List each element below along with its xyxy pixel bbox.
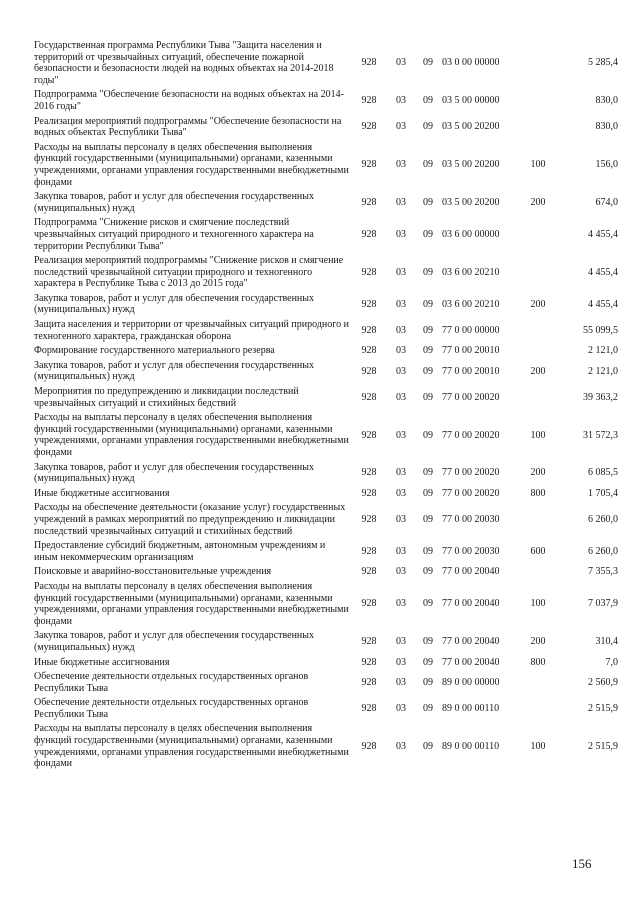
row-section-code: 03 <box>396 266 406 278</box>
table-row <box>34 581 618 630</box>
row-target-article: 03 5 00 00000 <box>442 95 500 107</box>
row-expense-type <box>522 566 554 581</box>
row-target-article: 03 6 00 00000 <box>442 228 500 240</box>
row-name: Государственная программа Республики Тыва "Защита населения и территорий от чрезвычайных ситуаций, обеспечение пожарной безопасности и безопасности людей на водных объектах на 2014-2018 годы" <box>34 40 334 86</box>
row-admin-code: 928 <box>361 566 377 578</box>
row-admin-code: 928 <box>361 324 377 336</box>
row-expense-type <box>522 502 554 540</box>
row-section-code: 03 <box>396 121 406 133</box>
table-row <box>34 191 618 217</box>
row-name: Обеспечение деятельности отдельных государственных органов Республики Тыва <box>34 671 309 694</box>
row-name: Подпрограмма "Снижение рисков и смягчение последствий чрезвычайных ситуаций природного и техногенного характера на территории Республики Тыва" <box>34 217 314 252</box>
row-expense-type <box>522 40 554 89</box>
row-admin-code: 928 <box>361 391 377 403</box>
row-admin-code: 928 <box>361 95 377 107</box>
row-subsection-code: 09 <box>423 545 433 557</box>
row-name: Расходы на выплаты персоналу в целях обеспечения выполнения функций государственными (муниципальными) органами, казенными учреждениями, органами управления государственными внебюджетными фондами <box>34 141 349 188</box>
table-row <box>34 345 618 360</box>
row-section-code: 03 <box>396 228 406 240</box>
row-amount: 1 705,4 <box>588 487 618 499</box>
row-amount: 7,0 <box>605 656 618 668</box>
table-row <box>34 502 618 540</box>
table-row <box>34 89 618 115</box>
row-amount: 6 260,0 <box>588 513 618 525</box>
row-name: Закупка товаров, работ и услуг для обеспечения государственных (муниципальных) нужд <box>34 461 315 485</box>
row-subsection-code: 09 <box>423 598 433 610</box>
table-row <box>34 630 618 656</box>
row-target-article: 77 0 00 20010 <box>442 365 500 377</box>
row-subsection-code: 09 <box>423 159 433 171</box>
row-target-article: 77 0 00 20020 <box>442 429 500 441</box>
row-amount: 5 285,4 <box>588 57 618 69</box>
row-admin-code: 928 <box>361 676 377 688</box>
table-row <box>34 319 618 345</box>
row-amount: 2 560,9 <box>588 676 618 688</box>
table-row <box>34 488 618 503</box>
row-admin-code: 928 <box>361 513 377 525</box>
row-amount: 4 455,4 <box>588 228 618 240</box>
row-amount: 4 455,4 <box>588 298 618 310</box>
row-section-code: 03 <box>396 391 406 403</box>
row-expense-type: 800 <box>530 656 546 668</box>
row-name: Закупка товаров, работ и услуг для обеспечения государственных (муниципальных) нужд <box>34 191 315 214</box>
row-expense-type <box>522 386 554 412</box>
row-admin-code: 928 <box>361 196 377 208</box>
row-admin-code: 928 <box>361 345 377 357</box>
row-subsection-code: 09 <box>423 95 433 107</box>
row-expense-type: 200 <box>530 365 546 377</box>
row-target-article: 03 5 00 20200 <box>442 159 500 171</box>
row-target-article: 77 0 00 20040 <box>442 598 500 610</box>
table-row <box>34 386 618 412</box>
row-amount: 830,0 <box>595 121 618 133</box>
row-amount: 4 455,4 <box>588 266 618 278</box>
row-subsection-code: 09 <box>423 365 433 377</box>
row-subsection-code: 09 <box>423 266 433 278</box>
row-amount: 7 037,9 <box>588 598 618 610</box>
row-name: Закупка товаров, работ и услуг для обеспечения государственных (муниципальных) нужд <box>34 359 315 383</box>
table-row <box>34 540 618 566</box>
table-row <box>34 293 618 319</box>
row-admin-code: 928 <box>361 266 377 278</box>
row-expense-type <box>522 116 554 142</box>
row-section-code: 03 <box>396 196 406 208</box>
row-expense-type <box>522 217 554 255</box>
row-section-code: 03 <box>396 365 406 377</box>
row-target-article: 89 0 00 00110 <box>442 703 500 715</box>
row-subsection-code: 09 <box>423 513 433 525</box>
row-amount: 39 363,2 <box>583 391 618 403</box>
row-admin-code: 928 <box>361 656 377 668</box>
row-subsection-code: 09 <box>423 298 433 310</box>
row-section-code: 03 <box>396 487 406 499</box>
table-row <box>34 462 618 488</box>
row-subsection-code: 09 <box>423 636 433 648</box>
row-section-code: 03 <box>396 676 406 688</box>
row-section-code: 03 <box>396 298 406 310</box>
row-section-code: 03 <box>396 57 406 69</box>
row-amount: 2 515,9 <box>588 703 618 715</box>
row-admin-code: 928 <box>361 636 377 648</box>
row-section-code: 03 <box>396 345 406 357</box>
row-subsection-code: 09 <box>423 121 433 133</box>
row-admin-code: 928 <box>361 121 377 133</box>
row-section-code: 03 <box>396 545 406 557</box>
table-row <box>34 697 618 723</box>
row-expense-type: 100 <box>530 429 546 441</box>
row-name: Иные бюджетные ассигнования <box>34 487 170 499</box>
budget-table <box>34 40 618 773</box>
row-expense-type <box>522 319 554 345</box>
row-name: Защита населения и территории от чрезвычайных ситуаций природного и техногенного характера, гражданская оборона <box>34 319 349 342</box>
row-section-code: 03 <box>396 566 406 578</box>
row-expense-type: 100 <box>530 740 546 752</box>
row-subsection-code: 09 <box>423 391 433 403</box>
row-name: Закупка товаров, работ и услуг для обеспечения государственных (муниципальных) нужд <box>34 292 315 316</box>
row-subsection-code: 09 <box>423 676 433 688</box>
table-row <box>34 217 618 255</box>
row-amount: 2 515,9 <box>588 740 618 752</box>
row-section-code: 03 <box>396 656 406 668</box>
row-name: Расходы на выплаты персоналу в целях обеспечения выполнения функций государственными (муниципальными) органами, казенными учреждениями, органами управления государственными внебюджетными фондами <box>34 412 349 458</box>
row-target-article: 77 0 00 20020 <box>442 487 500 499</box>
row-expense-type: 200 <box>530 196 546 208</box>
row-amount: 674,0 <box>595 196 618 208</box>
row-admin-code: 928 <box>361 365 377 377</box>
row-name: Обеспечение деятельности отдельных государственных органов Республики Тыва <box>34 697 309 720</box>
row-subsection-code: 09 <box>423 324 433 336</box>
row-section-code: 03 <box>396 740 406 752</box>
row-name: Мероприятия по предупреждению и ликвидации последствий чрезвычайных ситуаций и стихийных бедствий <box>34 386 299 409</box>
row-expense-type: 200 <box>530 467 546 479</box>
row-expense-type <box>522 697 554 723</box>
row-section-code: 03 <box>396 324 406 336</box>
table-row <box>34 566 618 581</box>
row-section-code: 03 <box>396 598 406 610</box>
row-name: Подпрограмма "Обеспечение безопасности на водных объектах на 2014-2016 годы" <box>34 89 344 112</box>
row-section-code: 03 <box>396 467 406 479</box>
row-amount: 55 099,5 <box>583 324 618 336</box>
row-expense-type <box>522 89 554 115</box>
row-target-article: 77 0 00 20030 <box>442 513 500 525</box>
row-subsection-code: 09 <box>423 740 433 752</box>
row-name: Расходы на выплаты персоналу в целях обеспечения выполнения функций государственными (муниципальными) органами, казенными учреждениями, органами управления государственными внебюджетными фондами <box>34 580 349 627</box>
row-admin-code: 928 <box>361 298 377 310</box>
row-amount: 310,4 <box>595 636 618 648</box>
table-row <box>34 412 618 461</box>
table-row <box>34 657 618 672</box>
row-expense-type: 100 <box>530 159 546 171</box>
row-target-article: 03 0 00 00000 <box>442 57 500 69</box>
row-section-code: 03 <box>396 95 406 107</box>
row-target-article: 77 0 00 20040 <box>442 566 500 578</box>
page-number: 156 <box>572 856 592 871</box>
row-expense-type <box>522 255 554 293</box>
row-subsection-code: 09 <box>423 487 433 499</box>
row-target-article: 03 6 00 20210 <box>442 298 500 310</box>
row-expense-type: 200 <box>530 298 546 310</box>
row-target-article: 77 0 00 20020 <box>442 391 500 403</box>
table-row <box>34 671 618 697</box>
row-expense-type: 100 <box>530 598 546 610</box>
row-section-code: 03 <box>396 513 406 525</box>
row-target-article: 77 0 00 20010 <box>442 345 500 357</box>
row-target-article: 77 0 00 20020 <box>442 467 500 479</box>
row-section-code: 03 <box>396 159 406 171</box>
row-name: Реализация мероприятий подпрограммы "Снижение рисков и смягчение последствий чрезвычайной ситуации природного и техногенного характера в Республике Тыва с 2013 до 2015 года" <box>34 255 344 290</box>
row-amount: 7 355,3 <box>588 566 618 578</box>
row-expense-type: 200 <box>530 636 546 648</box>
row-admin-code: 928 <box>361 57 377 69</box>
row-admin-code: 928 <box>361 598 377 610</box>
row-name: Расходы на обеспечение деятельности (оказание услуг) государственных учреждений в рамках мероприятий по предупреждению и ликвидации последствий чрезвычайных ситуаций и стихийных бедствий <box>34 502 346 537</box>
row-subsection-code: 09 <box>423 196 433 208</box>
row-expense-type: 800 <box>530 487 546 499</box>
row-target-article: 03 5 00 20200 <box>442 121 500 133</box>
row-amount: 6 085,5 <box>588 467 618 479</box>
row-target-article: 89 0 00 00110 <box>442 740 500 752</box>
row-amount: 2 121,0 <box>588 345 618 357</box>
row-admin-code: 928 <box>361 703 377 715</box>
row-target-article: 89 0 00 00000 <box>442 676 500 688</box>
row-target-article: 03 5 00 20200 <box>442 196 500 208</box>
row-admin-code: 928 <box>361 429 377 441</box>
row-name: Расходы на выплаты персоналу в целях обеспечения выполнения функций государственными (муниципальными) органами, казенными учреждениями, органами управления государственными внебюджетными фондами <box>34 723 349 770</box>
row-expense-type <box>522 671 554 697</box>
row-amount: 6 260,0 <box>588 545 618 557</box>
table-row <box>34 255 618 293</box>
row-admin-code: 928 <box>361 467 377 479</box>
row-subsection-code: 09 <box>423 228 433 240</box>
row-amount: 156,0 <box>595 159 618 171</box>
row-subsection-code: 09 <box>423 656 433 668</box>
row-expense-type: 600 <box>530 545 546 557</box>
row-admin-code: 928 <box>361 487 377 499</box>
row-target-article: 77 0 00 20030 <box>442 545 500 557</box>
row-subsection-code: 09 <box>423 429 433 441</box>
budget-table-body <box>34 40 618 773</box>
row-name: Предоставление субсидий бюджетным, автономным учреждениям и иным некоммерческим организациям <box>34 540 326 563</box>
row-section-code: 03 <box>396 636 406 648</box>
row-subsection-code: 09 <box>423 345 433 357</box>
row-name: Поисковые и аварийно-восстановительные учреждения <box>34 566 272 578</box>
row-admin-code: 928 <box>361 740 377 752</box>
table-row <box>34 40 618 89</box>
row-target-article: 77 0 00 00000 <box>442 324 500 336</box>
row-admin-code: 928 <box>361 228 377 240</box>
row-name: Иные бюджетные ассигнования <box>34 656 170 668</box>
row-subsection-code: 09 <box>423 467 433 479</box>
table-row <box>34 116 618 142</box>
row-subsection-code: 09 <box>423 57 433 69</box>
row-amount: 31 572,3 <box>583 429 618 441</box>
row-name: Закупка товаров, работ и услуг для обеспечения государственных (муниципальных) нужд <box>34 630 315 653</box>
row-admin-code: 928 <box>361 545 377 557</box>
row-expense-type <box>522 345 554 360</box>
row-admin-code: 928 <box>361 159 377 171</box>
row-subsection-code: 09 <box>423 566 433 578</box>
row-target-article: 03 6 00 20210 <box>442 266 500 278</box>
table-row <box>34 360 618 386</box>
row-target-article: 77 0 00 20040 <box>442 656 500 668</box>
table-row <box>34 723 618 772</box>
row-section-code: 03 <box>396 429 406 441</box>
row-subsection-code: 09 <box>423 703 433 715</box>
row-section-code: 03 <box>396 703 406 715</box>
table-row <box>34 142 618 191</box>
row-amount: 830,0 <box>595 95 618 107</box>
row-name: Реализация мероприятий подпрограммы "Обеспечение безопасности на водных объектах Республики Тыва" <box>34 115 342 139</box>
row-target-article: 77 0 00 20040 <box>442 636 500 648</box>
row-name: Формирование государственного материального резерва <box>34 345 275 357</box>
row-amount: 2 121,0 <box>588 365 618 377</box>
